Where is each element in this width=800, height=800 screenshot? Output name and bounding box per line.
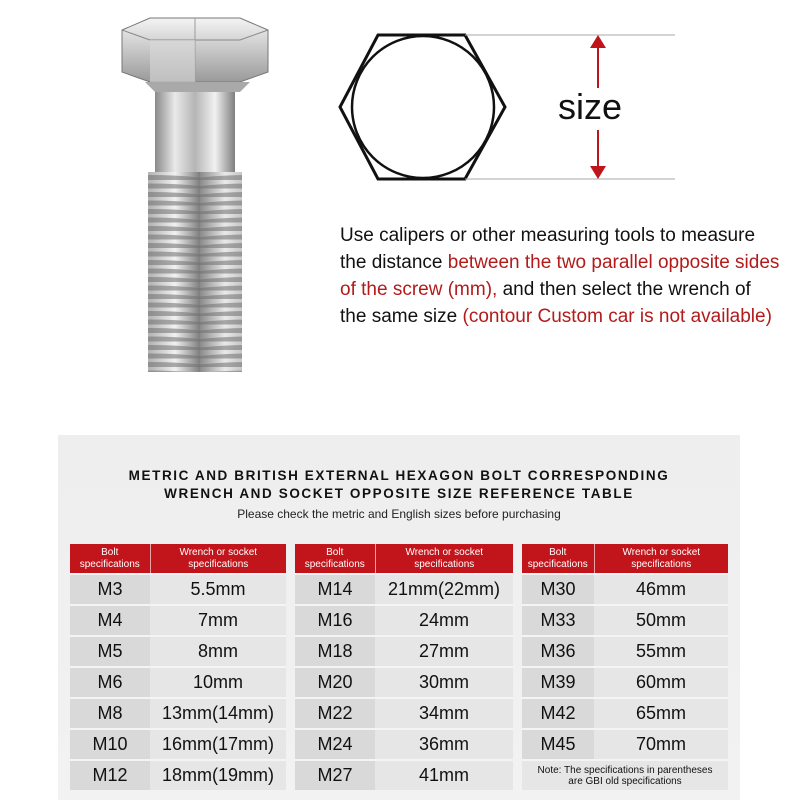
table-row <box>522 729 728 760</box>
footnote-cell <box>522 760 728 790</box>
table-header <box>522 544 728 574</box>
wrench-cell: 21mm(22mm) <box>375 574 513 605</box>
bolt-cell: M45 <box>522 729 594 760</box>
table-title-line1: METRIC AND BRITISH EXTERNAL HEXAGON BOLT CORRESPONDING <box>128 468 670 483</box>
wrench-cell: 30mm <box>375 667 513 698</box>
table-row <box>70 636 286 667</box>
bolt-cell: M5 <box>70 636 150 667</box>
bolt-cell: M4 <box>70 605 150 636</box>
table-row <box>295 698 513 729</box>
bolt-cell: M36 <box>522 636 594 667</box>
hexagon-size-diagram <box>330 18 710 198</box>
bolt-threads <box>148 172 242 372</box>
bolt-shank <box>155 92 235 172</box>
table-subtitle: Please check the metric and English sizes before purchasing <box>237 507 561 521</box>
bolt-cell: M42 <box>522 698 594 729</box>
table-row <box>70 729 286 760</box>
hex-bolt-illustration <box>100 10 300 380</box>
bolt-cell: M22 <box>295 698 375 729</box>
bolt-cell: M10 <box>70 729 150 760</box>
reference-table-panel <box>58 435 740 800</box>
wrench-cell: 7mm <box>150 605 286 636</box>
wrench-cell: 65mm <box>594 698 728 729</box>
bolt-cell: M24 <box>295 729 375 760</box>
wrench-cell: 10mm <box>150 667 286 698</box>
hex-inscribed-circle <box>352 36 494 178</box>
size-label: size <box>558 86 623 127</box>
table-row <box>522 667 728 698</box>
table-row <box>522 760 728 790</box>
size-table-3 <box>522 544 728 790</box>
wrench-cell: 34mm <box>375 698 513 729</box>
wrench-cell: 16mm(17mm) <box>150 729 286 760</box>
instructions-highlight-2: (contour Custom car is not available) <box>462 306 772 327</box>
table-row <box>295 667 513 698</box>
table-row <box>522 605 728 636</box>
bolt-cell: M30 <box>522 574 594 605</box>
footnote-line2: are GBI old specifications <box>568 775 682 787</box>
wrench-cell: 46mm <box>594 574 728 605</box>
instructions-text-1: Use calipers or other measuring tools to measure the distance <box>340 225 756 273</box>
header-wrench: Wrench or socket specifications <box>375 544 513 574</box>
wrench-cell: 8mm <box>150 636 286 667</box>
bolt-cell: M16 <box>295 605 375 636</box>
table-title-line2: WRENCH AND SOCKET OPPOSITE SIZE REFERENCE TABLE <box>164 486 634 501</box>
wrench-cell: 5.5mm <box>150 574 286 605</box>
bolt-head <box>122 18 268 92</box>
wrench-cell: 27mm <box>375 636 513 667</box>
bolt-cell: M20 <box>295 667 375 698</box>
bolt-cell: M12 <box>70 760 150 790</box>
table-header <box>70 544 286 574</box>
bolt-cell: M8 <box>70 698 150 729</box>
wrench-cell: 60mm <box>594 667 728 698</box>
header-bolt: Bolt specifications <box>522 544 594 574</box>
wrench-cell: 41mm <box>375 760 513 790</box>
table-row <box>70 698 286 729</box>
bolt-cell: M3 <box>70 574 150 605</box>
hexagon-outline-icon <box>340 35 505 179</box>
wrench-cell: 24mm <box>375 605 513 636</box>
table-row <box>522 574 728 605</box>
header-wrench: Wrench or socket specifications <box>150 544 286 574</box>
wrench-cell: 13mm(14mm) <box>150 698 286 729</box>
size-table-1 <box>70 544 286 790</box>
table-row <box>295 729 513 760</box>
wrench-cell: 70mm <box>594 729 728 760</box>
table-row <box>522 698 728 729</box>
table-row <box>295 636 513 667</box>
table-row <box>70 574 286 605</box>
bolt-cell: M6 <box>70 667 150 698</box>
wrench-cell: 36mm <box>375 729 513 760</box>
header-bolt: Bolt specifications <box>70 544 150 574</box>
table-row <box>295 605 513 636</box>
bolt-cell: M14 <box>295 574 375 605</box>
instructions-text-2: and then select the wrench of the same size <box>340 279 751 327</box>
table-row <box>295 760 513 790</box>
wrench-cell: 55mm <box>594 636 728 667</box>
header-wrench: Wrench or socket specifications <box>594 544 728 574</box>
footnote-line1: Note: The specifications in parentheses <box>537 764 713 776</box>
table-row <box>70 760 286 790</box>
table-row <box>70 605 286 636</box>
header-bolt: Bolt specifications <box>295 544 375 574</box>
bolt-cell: M33 <box>522 605 594 636</box>
size-table-2 <box>295 544 513 790</box>
table-row <box>522 636 728 667</box>
bolt-cell: M18 <box>295 636 375 667</box>
wrench-cell: 18mm(19mm) <box>150 760 286 790</box>
table-row <box>295 574 513 605</box>
measurement-instructions <box>340 222 780 330</box>
wrench-cell: 50mm <box>594 605 728 636</box>
table-header <box>295 544 513 574</box>
bolt-cell: M39 <box>522 667 594 698</box>
bolt-cell: M27 <box>295 760 375 790</box>
instructions-highlight-1: between the two parallel opposite sides of the screw (mm), <box>340 252 780 300</box>
table-row <box>70 667 286 698</box>
